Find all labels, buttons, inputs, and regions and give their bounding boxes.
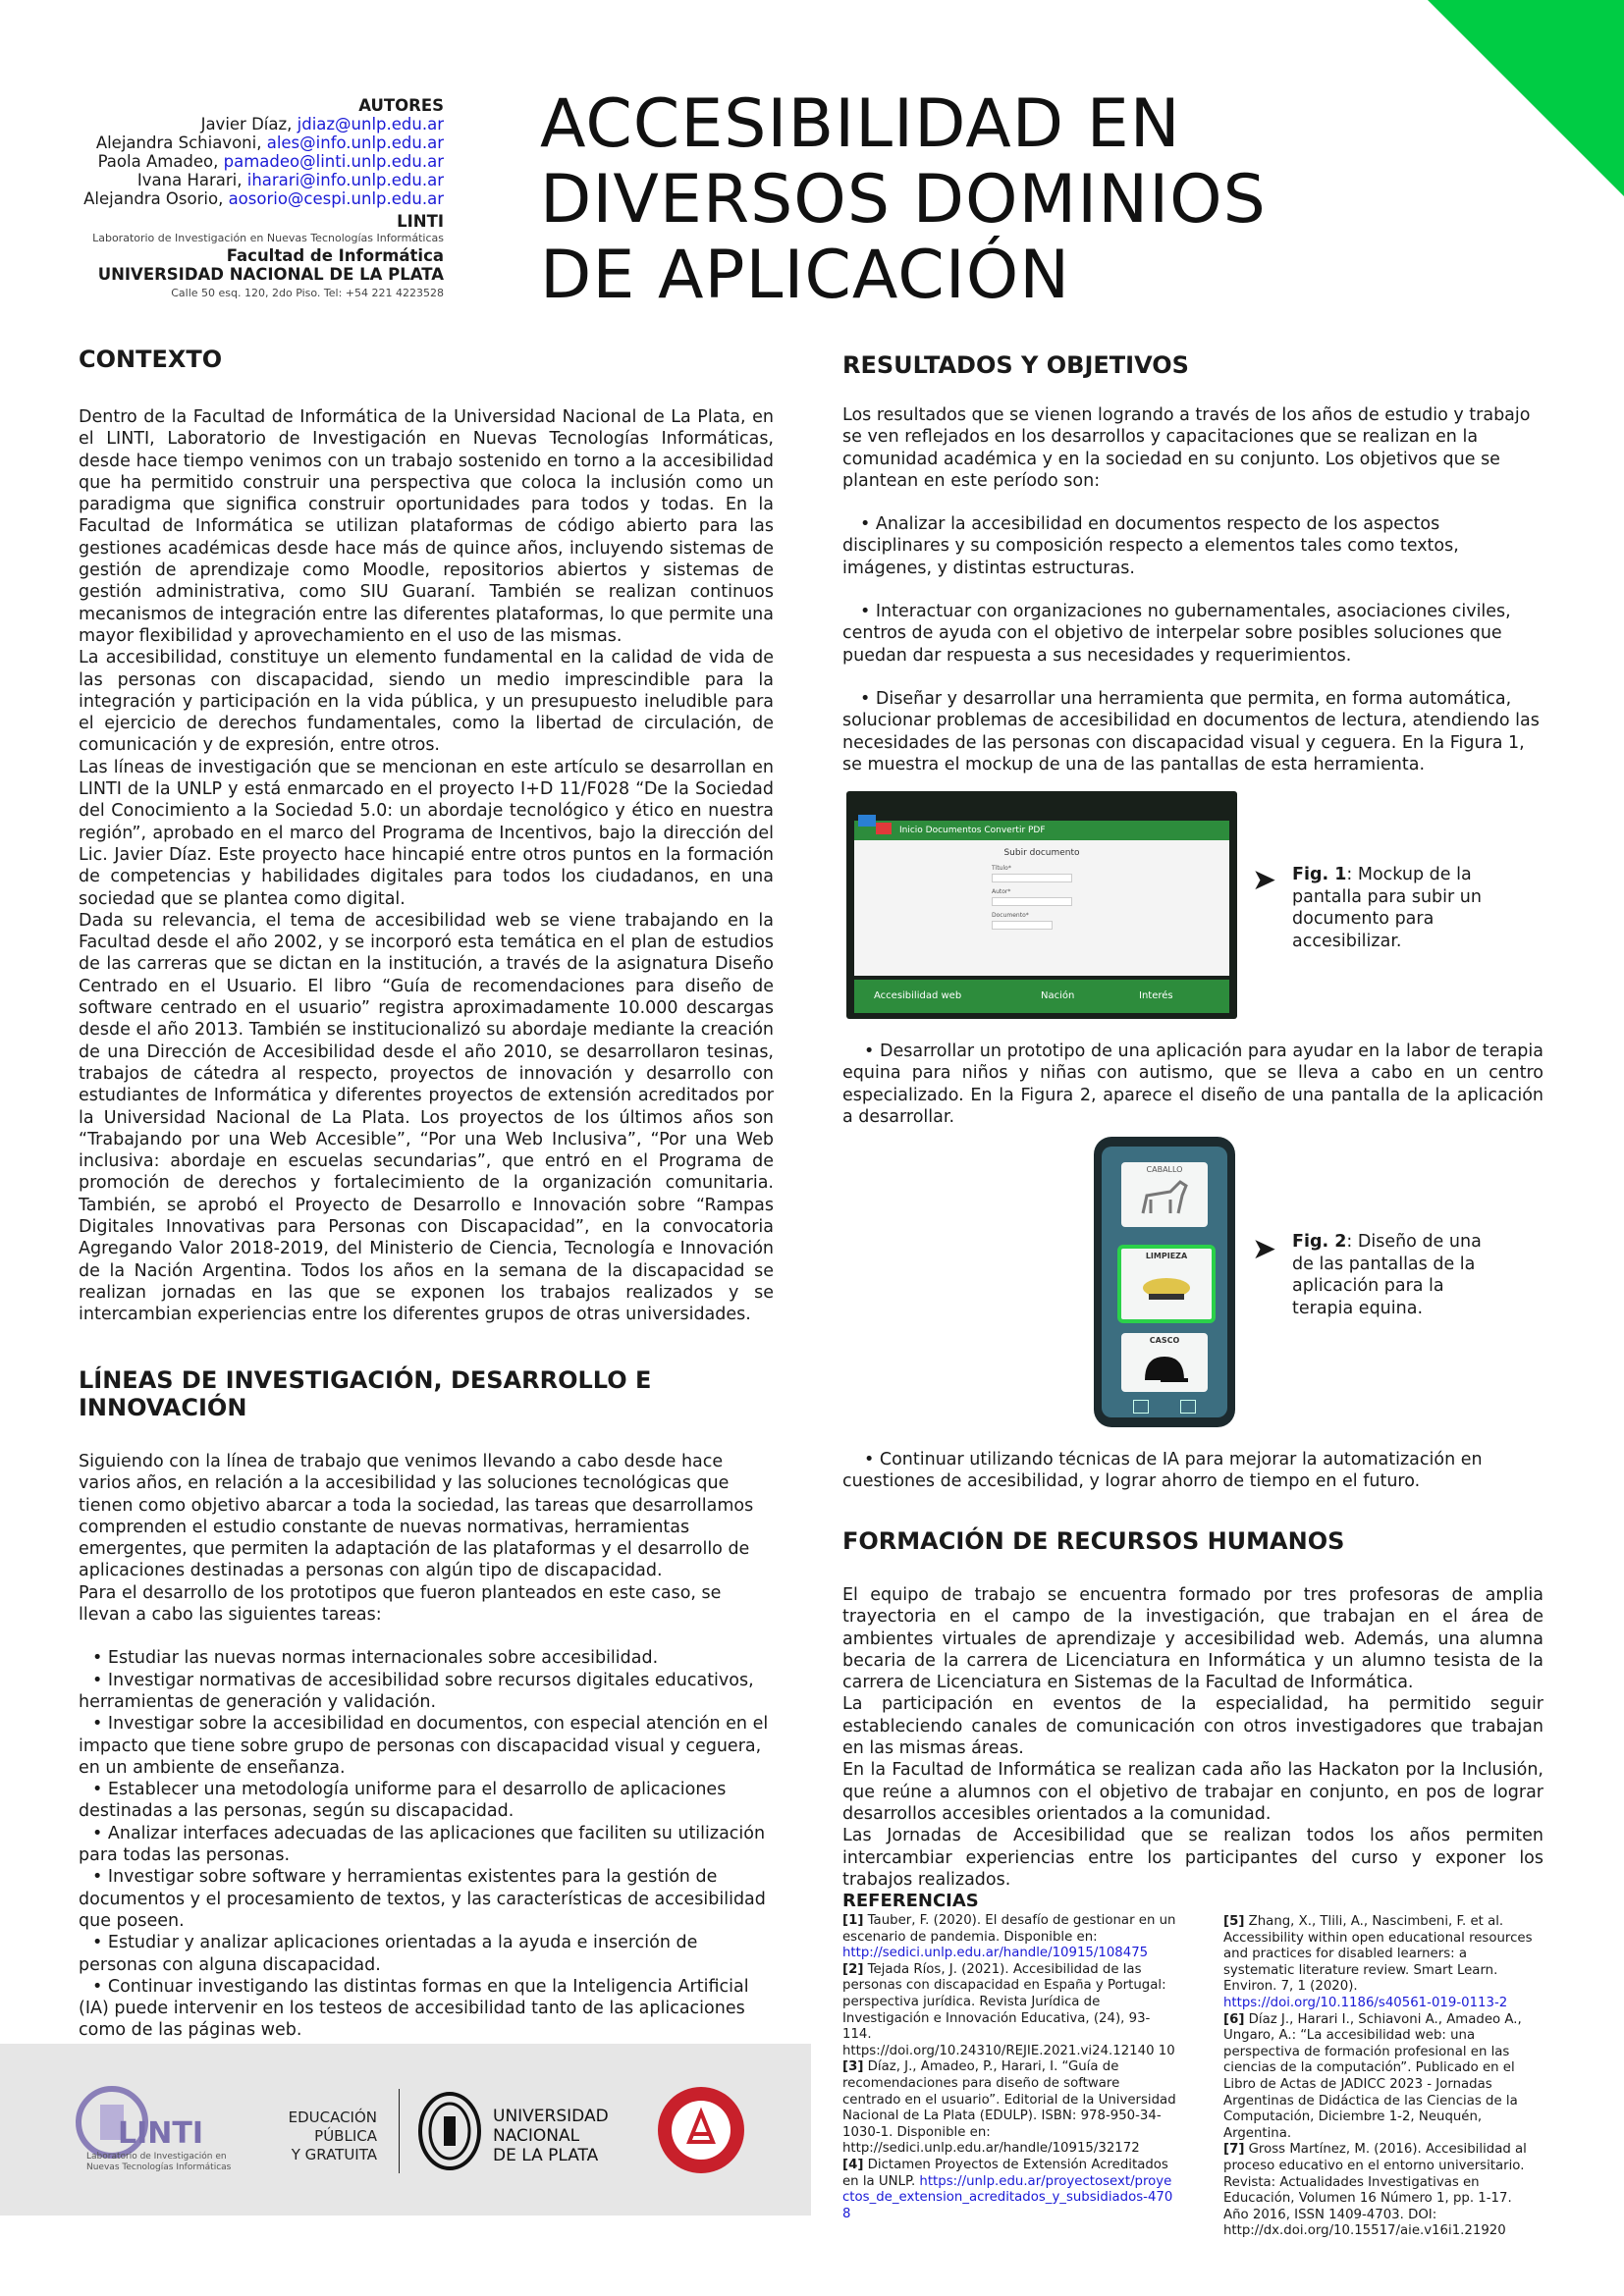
list-item: • Investigar normativas de accesibilidad sobre recursos digitales educativos, herramientas de generación y validación. [79, 1670, 754, 1712]
paragraph: La accesibilidad, constituye un elemento fundamental en la calidad de vida de las personas con discapacidad, siendo un medio imprescindible para la integración y participación en la vida pública, y un presupuesto ineludible para el ejercicio de derechos fundamentales, como la libertad de circulación, de comunicación y de expresión, entre otros. [79, 648, 774, 756]
paragraph: El equipo de trabajo se encuentra formado por tres profesoras de amplia trayectoria en el campo de la investigación, que trabajan en el área de ambientes virtuales de aprendizaje y accesibilidad web. Además, una alumna becaria de la carrera de Licenciatura en Informática y un alumno tesista de la carrera de Licenciatura en Sistemas de la Facultad de Informática. [842, 1585, 1543, 1693]
reference-number: [5] [1223, 1914, 1245, 1929]
paragraph: Dentro de la Facultad de Informática de la Universidad Nacional de La Plata, en el LINTI, Laboratorio de Investigación en Nuevas Tecnologías Informáticas, desde hace tiempo venimos con un trabajo sostenido en torno a la accesibilidad que ha permitido construir una perspectiva que coloca la inclusión como un paradigma que significa construir oportunidades para todos y todas. En la Facultad de Informática se utilizan plataformas de código abierto para las gestiones académicas desde hace más de quince años, incluyendo sistemas de gestión de aprendizaje como Moodle, repositorios abiertos y sistemas de gestión administrativa, como SIU Guaraní. También se realizan continuos mecanismos de integración entre las diferentes plataformas, lo que permite una mayor flexibilidad y aprovechamiento en el uso de las mismas. [79, 407, 774, 646]
section-formacion [842, 1527, 1543, 1891]
lab-short-name: LINTI [397, 212, 444, 231]
reference-text: Díaz J., Harari I., Schiavoni A., Amadeo A., Ungaro, A.: “La accesibilidad web: una perspectiva de formación profesional en las ciencias de la computación”. Publicado en el Libro de Actas de JADICC 2023 - Jornadas Argentinas de Didáctica de las Ciencias de la Computación, Diciembre 1-2, Neuquén, Argentina. [1223, 2011, 1522, 2141]
mockup-panel-title: Subir documento [1003, 848, 1080, 858]
list-item: • Investigar sobre software y herramientas existentes para la gestión de documentos y el procesamiento de textos, y las características de accesibilidad que poseen. [79, 1867, 766, 1931]
card-label: LIMPIEZA [1145, 1252, 1188, 1260]
author-email-link[interactable]: iharari@info.unlp.edu.ar [246, 171, 444, 189]
references-heading: REFERENCIAS [842, 1891, 979, 1911]
resultados-end [842, 1449, 1543, 1493]
faculty-name: Facultad de Informática [226, 246, 444, 265]
section-heading: RESULTADOS Y OBJETIVOS [842, 351, 1189, 379]
mockup-field-label: Documento* [992, 912, 1029, 919]
author-line [59, 189, 444, 208]
divider [399, 2089, 400, 2173]
chevron-right-icon: ➤ [1252, 1232, 1277, 1266]
reference-link[interactable]: https://doi.org/10.1186/s40561-019-0113-2 [1223, 1995, 1508, 2010]
author-name: Paola Amadeo, [97, 152, 224, 171]
reference-item [1223, 2142, 1538, 2240]
author-name: Alejandra Schiavoni, [95, 133, 267, 152]
mockup-field [992, 897, 1072, 906]
paragraph: La participación en eventos de la especialidad, ha permitido seguir estableciendo canales de comunicación con otros investigadores que trabajan en las mismas áreas. [842, 1694, 1543, 1759]
reference-number: [3] [842, 2059, 864, 2075]
reference-number: [2] [842, 1961, 864, 1977]
card-label: CASCO [1149, 1336, 1180, 1345]
mockup-screen [854, 821, 1229, 976]
linti-logo-subtitle: Laboratorio de Investigación en Nuevas Tecnologías Informáticas [86, 2152, 232, 2172]
mockup-field [992, 921, 1053, 930]
mockup-menu-text: Inicio Documentos Convertir PDF [899, 826, 1046, 835]
mockup-footer-item: Interés [1139, 990, 1173, 1001]
faculty-seal-icon [654, 2083, 748, 2177]
author-email-link[interactable]: aosorio@cespi.unlp.edu.ar [228, 189, 444, 208]
author-line [59, 115, 444, 133]
reference-text: Zhang, X., Tlili, A., Nascimbeni, F. et al. Accessibility within open educational resources and practices for disabled learners: a systematic literature review. Smart Learn. Environ. 7, 1 (2020). [1223, 1914, 1533, 1995]
reference-link[interactable]: https://unlp.edu.ar/proyectosext/proyectos_de_extension_acreditados_y_subsidiados-4708 [842, 2173, 1173, 2221]
education-slogan [287, 2109, 377, 2164]
mockup-form [992, 864, 1100, 930]
mockup-field [992, 874, 1072, 882]
reference-text: Tejada Ríos, J. (2021). Accesibilidad de las personas con discapacidad en España y Portugal: perspectiva jurídica. Revista Jurídica de Investigación e Innovación Educativa, (24), 93-114. https://doi.org/10.24310/REJIE.2021.vi24.12140 10 [842, 1961, 1175, 2058]
mockup-footer-item: Nación [1041, 990, 1075, 1001]
address: Calle 50 esq. 120, 2do Piso. Tel: +54 221 4223528 [171, 287, 444, 299]
horse-icon [1121, 1174, 1208, 1223]
author-line [59, 171, 444, 189]
section-heading: LÍNEAS DE INVESTIGACIÓN, DESARROLLO E INNOVACIÓN [79, 1366, 652, 1421]
resultados-continued [842, 1041, 1543, 1128]
author-line [59, 133, 444, 152]
card-limpieza[interactable] [1117, 1245, 1216, 1323]
reference-text: Gross Martínez, M. (2016). Accesibilidad al proceso educativo en el entorno universitario. Revista: Actualidades Investigativas en Educación, Volumen 16 Número 1, pp. 1-17. Año 2016, ISSN 1409-4703. DOI: http://dx.doi.org/10.15517/aie.v16i1.21920 [1223, 2142, 1527, 2239]
author-name: Alejandra Osorio, [83, 189, 229, 208]
list-item: • Diseñar y desarrollar una herramienta que permita, en forma automática, solucionar problemas de accesibilidad en documentos de lectura, atendiendo las necesidades de las personas con discapacidad visual y ceguera. En la Figura 1, se muestra el mockup de una de las pantallas de esta herramienta. [842, 688, 1540, 774]
paragraph: Siguiendo con la línea de trabajo que venimos llevando a cabo desde hace varios años, en relación a la accesibilidad y las soluciones tecnológicas que tienen como objetivo abarcar a toda la sociedad, las tareas que desarrollamos comprenden el estudio constante de nuevas normativas, herramientas emergentes, que permiten la adaptación de las plataformas y el desarrollo de aplicaciones destinadas a personas con algún tipo de discapacidad. [79, 1452, 754, 1581]
mockup-footer-bar [854, 980, 1229, 1013]
authors-heading: AUTORES [358, 96, 444, 115]
poster-title [540, 86, 1286, 313]
corner-triangle-decoration [1428, 0, 1624, 196]
figure-1-mockup [846, 791, 1237, 1019]
mockup-logo [858, 815, 876, 827]
list-item: • Investigar sobre la accesibilidad en documentos, con especial atención en el impacto que tiene sobre grupo de personas con discapacidad visual y ceguera, en un ambiente de enseñanza. [79, 1714, 769, 1778]
figure-1-caption [1292, 864, 1489, 952]
university-name: UNIVERSIDAD NACIONAL DE LA PLATA [97, 265, 444, 284]
author-email-link[interactable]: jdiaz@unlp.edu.ar [297, 115, 444, 133]
figure-2-caption [1292, 1231, 1504, 1319]
author-email-link[interactable]: pamadeo@linti.unlp.edu.ar [223, 152, 444, 171]
reference-number: [4] [842, 2157, 864, 2172]
reference-item [842, 1962, 1176, 2060]
wordmark-line: UNIVERSIDAD [493, 2107, 609, 2126]
paragraph: Para el desarrollo de los prototipos que fueron planteados en este caso, se llevan a cabo las siguientes tareas: [79, 1582, 722, 1626]
reference-text: Díaz, J., Amadeo, P., Harari, I. “Guía de recomendaciones para diseño de software centrado en el usuario”. Editorial de la Universidad Nacional de La Plata (EDULP). ISBN: 978-950-34-1030-1. Disponible en: http://sedici.unlp.edu.ar/handle/10915/32172 [842, 2059, 1176, 2157]
mockup-field-label: Título* [992, 865, 1011, 872]
caption-label: Fig. 2 [1292, 1232, 1347, 1252]
author-line [59, 152, 444, 171]
title-line: DE APLICACIÓN [540, 237, 1071, 314]
mockup-logo [876, 823, 892, 834]
paragraph: Las Jornadas de Accesibilidad que se realizan todos los años permiten intercambiar experiencias entre los participantes del curso y exponer los trabajos realizados. [842, 1826, 1543, 1890]
linti-logo [73, 2083, 230, 2181]
chevron-right-icon: ➤ [1252, 863, 1277, 897]
slogan-line: Y GRATUITA [291, 2146, 377, 2163]
linti-logo-text: LINTI [118, 2116, 204, 2151]
section-resultados [842, 351, 1543, 775]
paragraph: Los resultados que se vienen logrando a través de los años de estudio y trabajo se ven reflejados en los desarrollos y capacitaciones que se realizan en la comunidad académica y en la sociedad en su conjunto. Los objetivos que se plantean en este período son: [842, 405, 1531, 491]
helmet-icon [1121, 1345, 1208, 1388]
list-item: • Continuar investigando las distintas formas en que la Inteligencia Artificial (IA) puede intervenir en los testeos de accesibilidad tanto de las aplicaciones como de las páginas web. [79, 1976, 749, 2041]
list-item: • Analizar la accesibilidad en documentos respecto de los aspectos disciplinares y su composición respecto a elementos tales como textos, imágenes, y distintas estructuras. [842, 514, 1459, 578]
reference-item [1223, 1914, 1538, 2012]
mockup-menu-bar [854, 821, 1229, 840]
references-left [842, 1891, 1176, 2222]
authors-block [59, 96, 444, 302]
reference-item [842, 2158, 1176, 2222]
nav-icon[interactable] [1133, 1400, 1149, 1414]
reference-text: Dictamen Proyectos de Extensión Acreditados en la UNLP. [842, 2157, 1168, 2189]
slogan-line: EDUCACIÓN [288, 2109, 377, 2126]
wordmark-line: DE LA PLATA [493, 2146, 599, 2165]
section-lineas [79, 1366, 774, 2042]
wordmark-line: NACIONAL [493, 2126, 580, 2146]
phone-screen [1102, 1147, 1227, 1417]
reference-text: Tauber, F. (2020). El desafío de gestionar en un escenario de pandemia. Disponible en: [842, 1913, 1176, 1945]
card-casco[interactable] [1121, 1333, 1208, 1392]
title-line: DIVERSOS DOMINIOS [540, 161, 1267, 239]
list-item: • Estudiar las nuevas normas internacionales sobre accesibilidad. [92, 1648, 659, 1669]
reference-item [1223, 2012, 1538, 2143]
mockup-field-label: Autor* [992, 888, 1011, 895]
card-label: CABALLO [1146, 1165, 1183, 1174]
reference-number: [7] [1223, 2142, 1245, 2158]
list-item: • Analizar interfaces adecuadas de las aplicaciones que faciliten su utilización para todas las personas. [79, 1823, 766, 1866]
unlp-wordmark [493, 2107, 609, 2165]
slogan-line: PÚBLICA [314, 2127, 377, 2145]
paragraph: Dada su relevancia, el tema de accesibilidad web se viene trabajando en la Facultad desde el año 2002, y se incorporó esta temática en el plan de estudios de las carreras que se dictan en la institución, a través de la asignatura Diseño Centrado en el Usuario. El libro “Guía de recomendaciones para diseño de software centrado en el usuario” registra aproximadamente 10.000 descargas desde el año 2013. También se institucionalizó su abordaje mediante la creación de una Dirección de Accesibilidad desde el año 2010, se desarrollaron tesinas, trabajos de cátedra al respecto, proyectos de innovación y desarrollo con estudiantes de Informática y diferentes proyectos de extensión acreditados por la Universidad Nacional de La Plata. Los proyectos de los últimos años son “Trabajando por una Web Accesible”, “Por una Web Inclusiva”, “Por una Web inclusiva: abordaje en escuelas secundarias”, que entró en el Programa de promoción de derechos y fortalecimiento de la organización comunitaria. También, se aprobó el Proyecto de Desarrollo e Innovación sobre “Rampas Digitales Innovativas para Personas con Discapacidad”, en la convocatoria Agregando Valor 2018-2019, del Ministerio de Ciencia, Tecnología e Innovación de la Nación Argentina. Todos los años en la semana de la discapacidad se realizan jornadas en las que se exponen los trabajos realizados y se intercambian experiencias entre los diferentes grupos de otras universidades. [79, 910, 774, 1325]
author-name: Javier Díaz, [200, 115, 298, 133]
title-line: ACCESIBILIDAD EN [540, 85, 1181, 163]
list-item: • Estudiar y analizar aplicaciones orientadas a la ayuda e inserción de personas con alguna discapacidad. [79, 1933, 698, 1975]
list-item: • Continuar utilizando técnicas de IA para mejorar la automatización en cuestiones de accesibilidad, y lograr ahorro de tiempo en el futuro. [842, 1450, 1483, 1492]
paragraph: En la Facultad de Informática se realizan cada año las Hackaton por la Inclusión, que reúne a alumnos con el objetivo de trabajar en conjunto, en pos de lograr desarrollos accesibles orientados a la comunidad. [842, 1760, 1543, 1824]
brush-icon [1121, 1260, 1212, 1309]
section-contexto [79, 346, 774, 1325]
list-item: • Desarrollar un prototipo de una aplicación para ayudar en la labor de terapia equina para niños y niñas con autismo, que se lleva a cabo en un centro especializado. En la Figura 2, aparece el diseño de una pantalla de la aplicación a desarrollar. [842, 1041, 1543, 1127]
reference-number: [1] [842, 1913, 864, 1928]
caption-label: Fig. 1 [1292, 865, 1347, 884]
footer-logos-band [0, 2044, 811, 2216]
section-heading: FORMACIÓN DE RECURSOS HUMANOS [842, 1527, 1345, 1555]
author-name: Ivana Harari, [136, 171, 247, 189]
author-email-link[interactable]: ales@info.unlp.edu.ar [266, 133, 444, 152]
figure-2-phone [1094, 1137, 1235, 1427]
nav-icon[interactable] [1180, 1400, 1196, 1414]
caption-text: : Mockup de la pantalla para subir un documento para accesibilizar. [1292, 865, 1482, 951]
paragraph: Las líneas de investigación que se mencionan en este artículo se desarrollan en LINTI de la UNLP y está enmarcado en el proyecto I+D 11/F028 “De la Sociedad del Conocimiento a la Sociedad 5.0: un abordaje tecnológico y ético en nuestra región”, aprobado en el marco del Programa de Incentivos, bajo la dirección del Lic. Javier Díaz. Este proyecto hace hincapié entre otros puntos en la formación de competencias y habilidades digitales para todos los ciudadanos, en una sociedad que se plantea como digital. [79, 757, 774, 909]
card-caballo[interactable] [1121, 1162, 1208, 1227]
reference-item [842, 2059, 1176, 2158]
unlp-shield-icon [416, 2091, 483, 2171]
list-item: • Establecer una metodología uniforme para el desarrollo de aplicaciones destinadas a las personas, según su discapacidad. [79, 1780, 727, 1822]
section-heading: CONTEXTO [79, 346, 223, 373]
references-right [1223, 1914, 1538, 2240]
list-item: • Interactuar con organizaciones no gubernamentales, asociaciones civiles, centros de ayuda con el objetivo de interpelar sobre posibles soluciones que puedan dar respuesta a sus necesidades y requerimientos. [842, 602, 1511, 666]
reference-number: [6] [1223, 2011, 1245, 2027]
caption-text: : Diseño de una de las pantallas de la aplicación para la terapia equina. [1292, 1232, 1482, 1318]
reference-link[interactable]: http://sedici.unlp.edu.ar/handle/10915/108475 [842, 1946, 1149, 1961]
reference-item [842, 1913, 1176, 1962]
lab-long-name: Laboratorio de Investigación en Nuevas Tecnologías Informáticas [92, 232, 444, 244]
mockup-footer-item: Accesibilidad web [874, 990, 962, 1001]
